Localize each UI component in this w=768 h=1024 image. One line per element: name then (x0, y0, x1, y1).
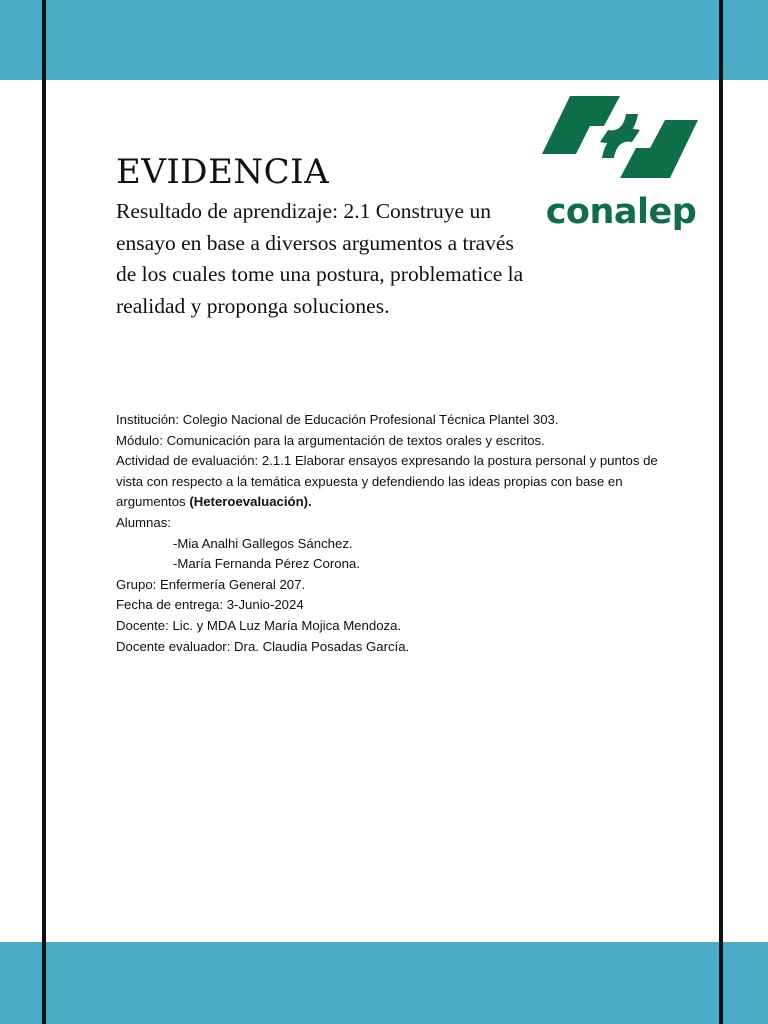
conalep-logo (540, 94, 702, 234)
right-border-line (719, 0, 723, 1024)
footer-band (0, 942, 768, 1024)
actividad-line (116, 451, 676, 513)
alumna-1: -Mia Analhi Gallegos Sánchez. (173, 535, 353, 551)
modulo-line: Módulo: Comunicación para la argumentación de textos orales y escritos. (116, 432, 545, 448)
document-title: EVIDENCIA (116, 152, 330, 192)
grupo-line: Grupo: Enfermería General 207. (116, 576, 306, 592)
left-border-line (42, 0, 46, 1024)
fecha-line: Fecha de entrega: 3-Junio-2024 (116, 597, 304, 613)
evaluador-line: Docente evaluador: Dra. Claudia Posadas García. (116, 638, 410, 654)
actividad-bold: (Heteroevaluación). (189, 494, 312, 510)
alumnas-label: Alumnas: (116, 514, 171, 530)
learning-outcome: Resultado de aprendizaje: 2.1 Construye un ensayo en base a diversos argumentos a través de los cuales tome una postura, problematice la realidad y proponga soluciones. (116, 199, 524, 318)
conalep-emblem-icon (540, 94, 702, 194)
conalep-logo-text: conalep (545, 192, 697, 232)
institucion-line: Institución: Colegio Nacional de Educación Profesional Técnica Plantel 303. (116, 412, 559, 427)
actividad-text: Actividad de evaluación: 2.1.1 Elaborar ensayos expresando la postura personal y puntos de vista con respecto a la temática expuesta y defendiendo las ideas propias con base en argumentos (116, 453, 658, 510)
alumna-2: -María Fernanda Pérez Corona. (173, 556, 360, 572)
header-band (0, 0, 768, 80)
document-info (116, 410, 676, 657)
docente-line: Docente: Lic. y MDA Luz María Mojica Mendoza. (116, 617, 402, 633)
